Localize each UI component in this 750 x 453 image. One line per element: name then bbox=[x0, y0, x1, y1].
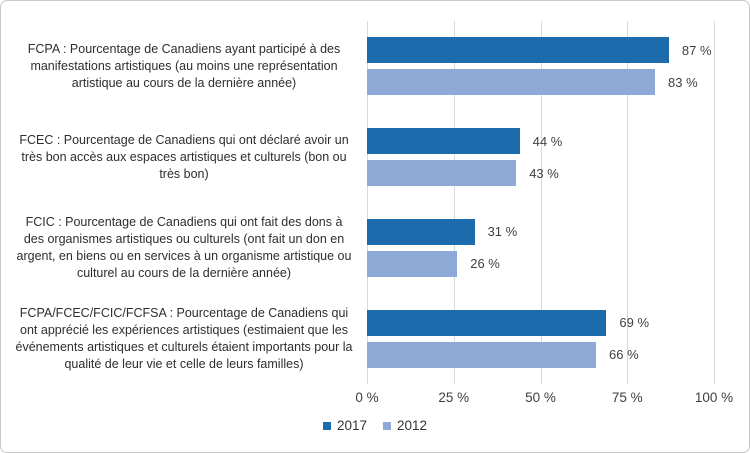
bar-value-label: 69 % bbox=[619, 315, 650, 331]
bar-row-2012 bbox=[367, 69, 714, 95]
bar-group bbox=[367, 112, 714, 203]
bar-groups bbox=[367, 21, 714, 384]
bar-2017 bbox=[367, 310, 606, 336]
x-axis bbox=[355, 384, 734, 408]
x-tick-label: 0 % bbox=[355, 390, 379, 405]
bar-value-label: 31 % bbox=[487, 224, 518, 240]
bar-row-2017 bbox=[367, 128, 714, 154]
bar-row-2012 bbox=[367, 251, 714, 277]
legend-swatch-2017 bbox=[323, 422, 331, 430]
bar-value-label: 26 % bbox=[470, 256, 500, 272]
legend bbox=[1, 418, 749, 433]
category-label: FCPA : Pourcentage de Canadiens ayant participé à des manifestations artistiques (au moins une représentation artistique au cours de la dernière année) bbox=[27, 41, 341, 90]
bar-row-2017 bbox=[367, 37, 714, 63]
bar-group bbox=[367, 203, 714, 294]
bar-value-label: 83 % bbox=[668, 74, 698, 90]
plot-area bbox=[367, 21, 714, 384]
legend-item-2017 bbox=[323, 418, 367, 433]
x-tick-label: 100 % bbox=[694, 390, 734, 405]
category-label: FCIC : Pourcentage de Canadiens qui ont fait des dons à des organismes artistiques ou culturels (ont fait un don en argent, en biens ou en services à un organisme artistique ou culturel au cours de la dernière année) bbox=[16, 214, 352, 280]
bar-row-2012 bbox=[367, 160, 714, 186]
bar-2017 bbox=[367, 219, 475, 245]
plot-column bbox=[355, 21, 749, 405]
grid-line bbox=[714, 21, 715, 384]
bar-2012 bbox=[367, 160, 516, 186]
bar-group bbox=[367, 293, 714, 384]
legend-label-2017: 2017 bbox=[336, 418, 367, 433]
bar-value-label: 44 % bbox=[532, 133, 563, 149]
bar-2017 bbox=[367, 128, 520, 154]
chart-body bbox=[1, 1, 749, 405]
x-tick-label: 50 % bbox=[525, 390, 556, 405]
legend-swatch-2012 bbox=[383, 422, 391, 430]
bar-value-label: 66 % bbox=[609, 347, 639, 363]
legend-label-2012: 2012 bbox=[397, 418, 428, 433]
bar-2012 bbox=[367, 342, 596, 368]
bar-2012 bbox=[367, 69, 655, 95]
x-tick-label: 75 % bbox=[611, 390, 643, 405]
bar-value-label: 43 % bbox=[529, 165, 559, 181]
bar-row-2012 bbox=[367, 342, 714, 368]
bar-group bbox=[367, 21, 714, 112]
bar-value-label: 87 % bbox=[681, 42, 712, 58]
legend-item-2012 bbox=[383, 418, 427, 433]
bar-row-2017 bbox=[367, 219, 714, 245]
category-label: FCEC : Pourcentage de Canadiens qui ont déclaré avoir un très bon accès aux espaces artistiques et culturels (bon ou très bon) bbox=[19, 132, 349, 181]
x-tick-label: 25 % bbox=[438, 390, 470, 405]
bar-row-2017 bbox=[367, 310, 714, 336]
bar-2012 bbox=[367, 251, 457, 277]
category-label: FCPA/FCEC/FCIC/FCFSA : Pourcentage de Canadiens qui ont apprécié les expériences artistiques (estimaient que les événements artistiques et culturels étaient importants pour la qualité de leur vie et celle de leurs familles) bbox=[15, 305, 353, 371]
category-labels bbox=[1, 21, 359, 384]
bar-2017 bbox=[367, 37, 669, 63]
